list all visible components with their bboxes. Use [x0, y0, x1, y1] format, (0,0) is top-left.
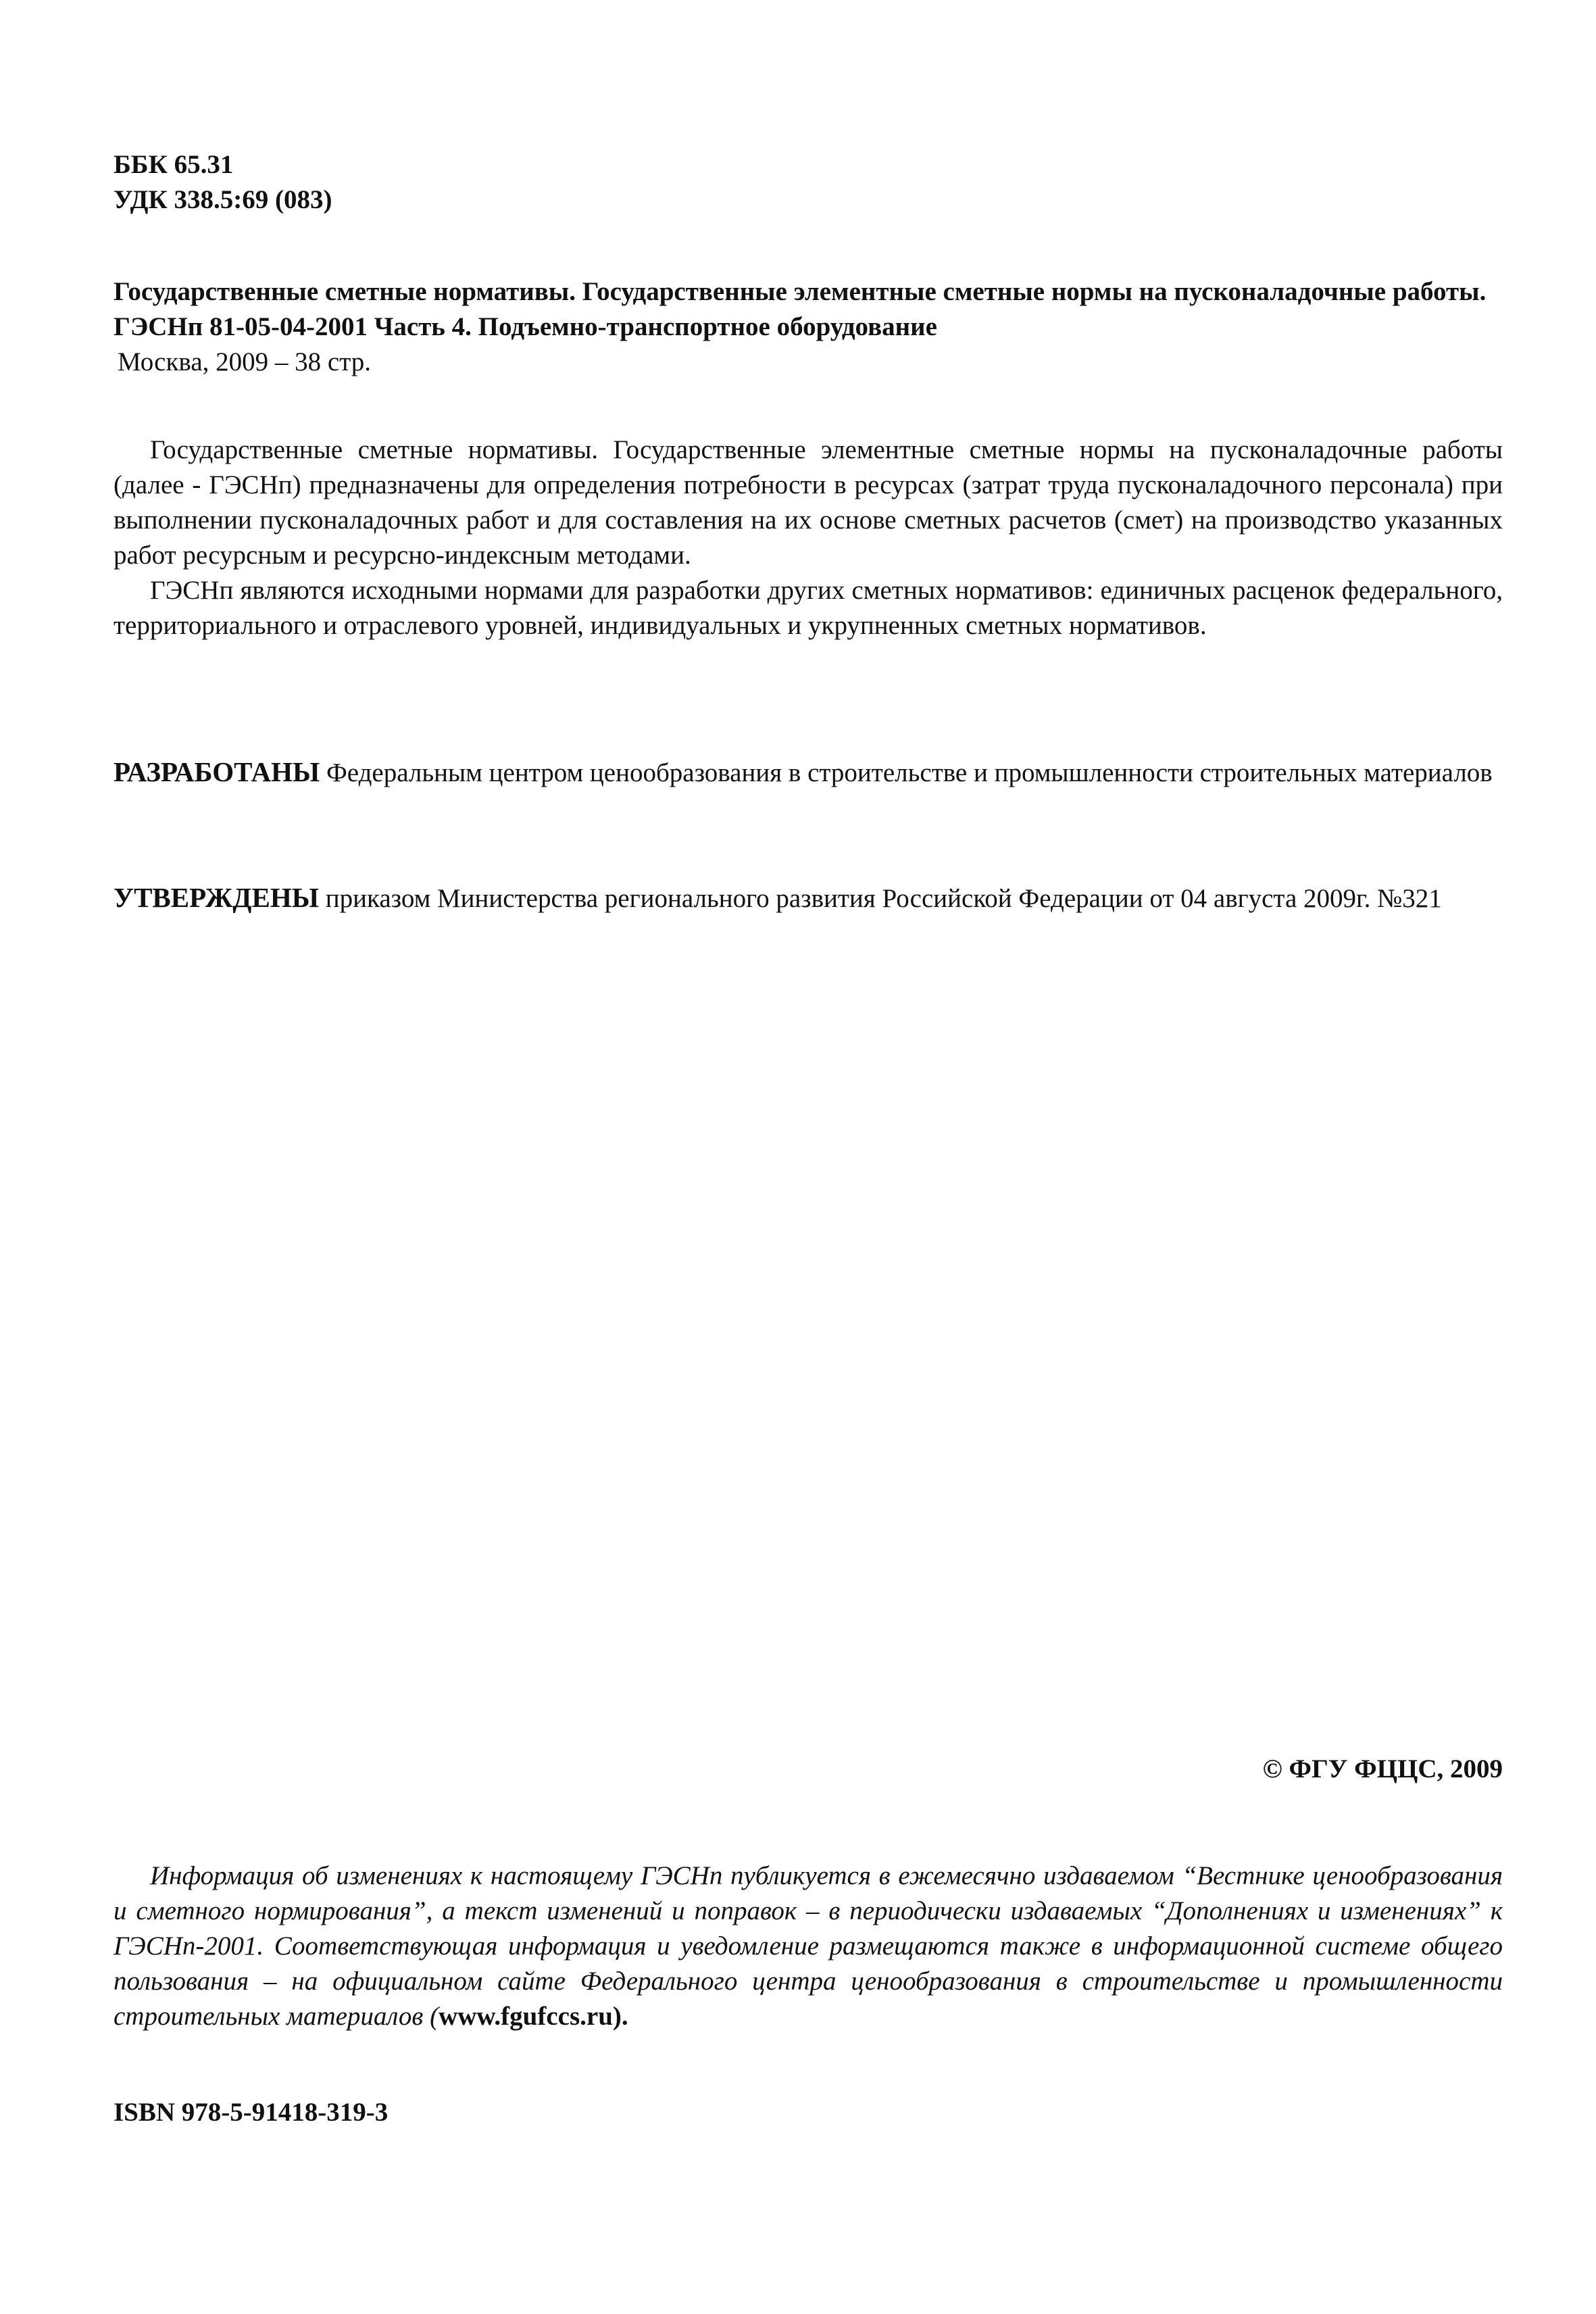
developed-label: РАЗРАБОТАНЫ	[114, 756, 320, 787]
document-imprint: Москва, 2009 – 38 стр.	[118, 347, 371, 376]
notice-block	[114, 1858, 1503, 2034]
document-code-part: ГЭСНп 81-05-04-2001 Часть 4. Подъемно-транспортное оборудование	[114, 312, 937, 341]
description-paragraph-2: ГЭСНп являются исходными нормами для разработки других сметных нормативов: единичных расценок федерального, территориального и отраслевого уровней, индивидуальных и укрупненных сметных нормативов.	[114, 576, 1503, 640]
website-link[interactable]: www.fgufccs.ru	[439, 2002, 613, 2031]
notice-paragraph	[114, 1858, 1503, 2034]
developed-text: Федеральным центром ценообразования в строительстве и промышленности строительных материалов	[320, 758, 1493, 787]
description-block	[114, 433, 1503, 643]
approved-block	[114, 880, 1503, 916]
copyright-notice: © ФГУ ФЦЦС, 2009	[1262, 1754, 1503, 1783]
bbk-code: ББК 65.31	[114, 150, 234, 179]
udk-code: УДК 338.5:69 (083)	[114, 185, 332, 214]
classification-block	[114, 147, 1503, 218]
approved-label: УТВЕРЖДЕНЫ	[114, 882, 319, 913]
developed-block	[114, 754, 1503, 791]
title-block	[114, 274, 1503, 380]
isbn-number: ISBN 978-5-91418-319-3	[114, 2098, 389, 2127]
document-title: Государственные сметные нормативы. Государственные элементные сметные нормы на пусконаладочные работы.	[114, 277, 1487, 306]
notice-closing: ).	[612, 2002, 628, 2031]
description-paragraph-1: Государственные сметные нормативы. Государственные элементные сметные нормы на пусконаладочные работы (далее - ГЭСНп) предназначены для определения потребности в ресурсах (затрат труда пусконаладочного персонала) при выполнении пусконаладочных работ и для составления на их основе сметных расчетов (смет) на производство указанных работ ресурсным и ресурсно-индексным методами.	[114, 435, 1503, 570]
approved-text: приказом Министерства регионального развития Российской Федерации от 04 августа 2009г. №321	[318, 884, 1442, 913]
notice-text: Информация об изменениях к настоящему ГЭСНп публикуется в ежемесячно издаваемом “Вестнике ценообразования и сметного нормирования”, а текст изменений и поправок – в периодически издаваемых “Дополнениях и изменениях” к ГЭСНп-2001. Соответствующая информация и уведомление размещаются также в информационной системе общего пользования – на официальном сайте Федерального центра ценообразования в строительстве и промышленности строительных материалов (	[114, 1861, 1503, 2031]
